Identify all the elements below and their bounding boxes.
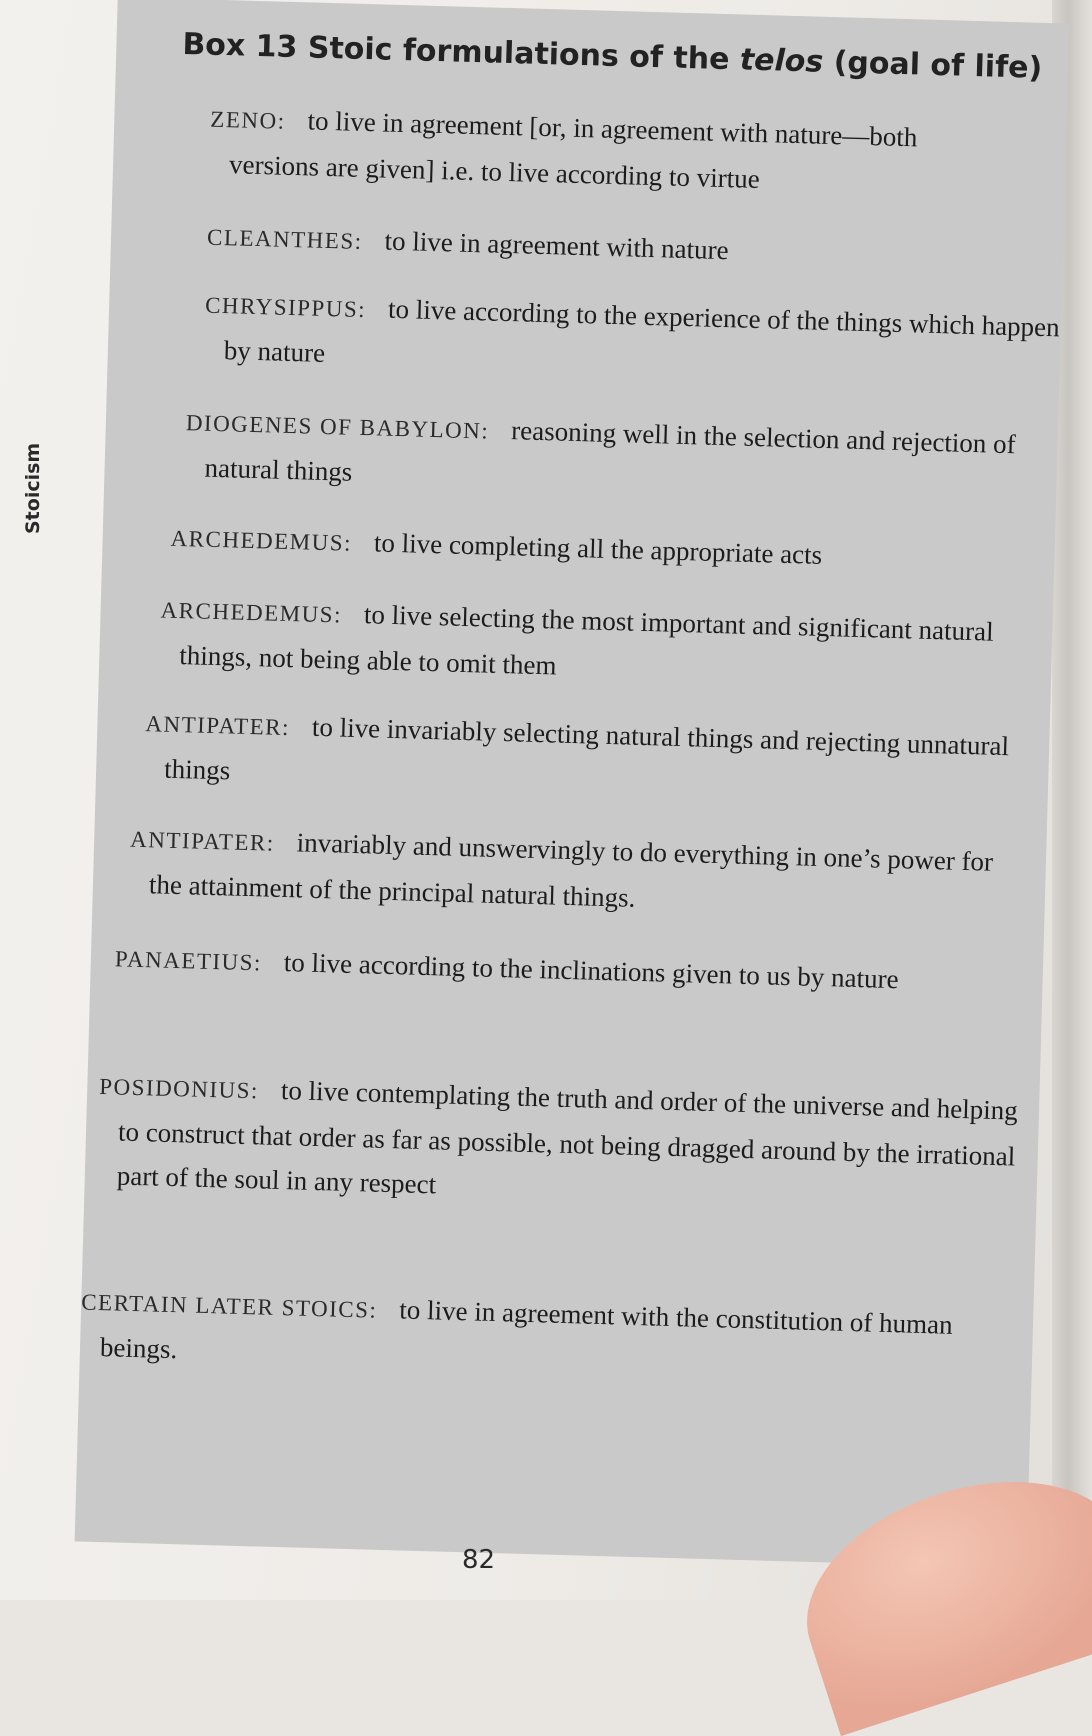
entry-text: to live contemplating the truth and order of the universe and helping to construct that order as far as possible, not being dragged around by the irrational part of the soul in any respect xyxy=(116,1074,1019,1200)
entry-speaker: PANAETIUS: xyxy=(114,946,263,976)
entry-speaker: CLEANTHES: xyxy=(206,224,363,254)
entry-text: reasoning well in the selection and rejection of natural things xyxy=(204,415,1017,487)
entry-diogenes xyxy=(184,399,1066,514)
entry-zeno xyxy=(210,96,1011,208)
entry-text: to live completing all the appropriate acts xyxy=(373,527,823,570)
entry-later-stoics xyxy=(79,1279,1031,1395)
entry-antipater-1 xyxy=(144,700,1036,815)
formulation-list xyxy=(80,94,1061,1365)
entry-chrysippus xyxy=(203,282,1065,396)
section-side-label: Stoicism xyxy=(22,442,44,534)
entry-text: to live in agreement [or, in agreement with nature—both versions are given] i.e. to live according to virtue xyxy=(228,105,918,195)
entry-speaker: ARCHEDEMUS: xyxy=(160,597,343,628)
entry-speaker: CHRYSIPPUS: xyxy=(204,292,367,323)
box-title xyxy=(181,26,1043,86)
entry-archedemus-2 xyxy=(159,586,1041,701)
entry-text: invariably and unswervingly to do everything in one’s power for the attainment of the principal natural things. xyxy=(148,827,994,913)
entry-panaetius xyxy=(114,935,965,1005)
entry-cleanthes xyxy=(206,214,1007,282)
entry-speaker: ANTIPATER: xyxy=(145,711,291,741)
entry-speaker: ANTIPATER: xyxy=(129,826,276,856)
page-number: 82 xyxy=(462,1545,496,1575)
entry-text: to live invariably selecting natural things and rejecting unnatural things xyxy=(163,711,1010,786)
entry-speaker: ARCHEDEMUS: xyxy=(170,525,353,556)
entry-speaker: POSIDONIUS: xyxy=(98,1073,260,1104)
entry-text: to live according to the inclinations given to us by nature xyxy=(283,947,899,995)
entry-text: to live in agreement with nature xyxy=(384,225,730,266)
entry-speaker: DIOGENES OF BABYLON: xyxy=(185,410,490,444)
box-title-italic: telos xyxy=(739,42,824,80)
entry-text: to live according to the experience of the things which happen by nature xyxy=(223,293,1061,368)
box-title-prefix: Box 13 Stoic formulations of the xyxy=(181,26,741,78)
entry-posidonius xyxy=(96,1063,1019,1223)
box-title-suffix: (goal of life) xyxy=(822,44,1043,86)
entry-archedemus-1 xyxy=(170,515,1031,585)
entry-speaker: ZENO: xyxy=(210,106,286,134)
entry-speaker: CERTAIN LATER STOICS: xyxy=(80,1289,378,1323)
entry-text: to live selecting the most important and significant natural things, not being able to omit them xyxy=(178,599,995,681)
entry-text: to live in agreement with the constitution of human beings. xyxy=(99,1294,954,1365)
telos-box xyxy=(75,0,1070,1568)
entry-antipater-2 xyxy=(128,816,1010,931)
